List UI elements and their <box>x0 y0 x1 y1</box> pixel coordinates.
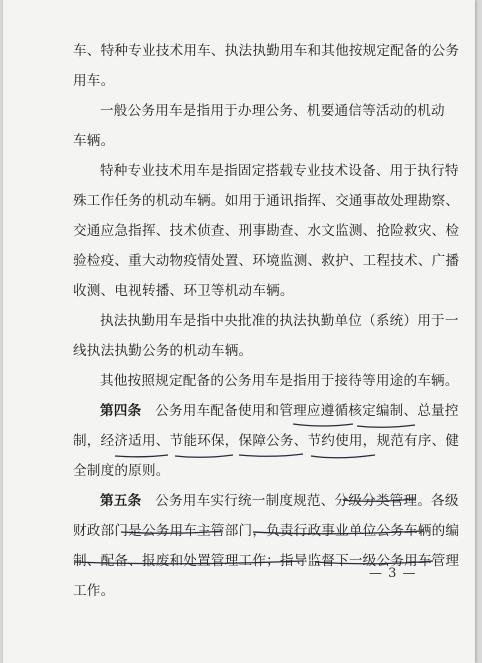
text-line: 其他按照规定配备的公务用车是指用于接待等用途的车辆。 <box>100 373 459 389</box>
text-line: 全制度的原则。 <box>73 463 170 479</box>
text-line: 执法执勤用车是指中央批准的执法执勤单位（系统）用于一 <box>100 313 459 329</box>
text-line: 收测、电视转播、环卫等机动车辆。 <box>73 283 294 299</box>
text-line: 线执法执勤公务的机动车辆。 <box>73 343 253 359</box>
text-segment: 公务用车配备使用和管理应遵循核定编制、总量控 <box>155 403 459 419</box>
text-line: 特种专业技术用车是指固定搭载专业技术设备、用于执行特 <box>100 163 459 179</box>
page-number: — 3 — <box>369 566 417 581</box>
text-line: 车辆。 <box>73 133 115 149</box>
text-line: 制，经济适用、节能环保，保障公务、节约使用，规范有序、健 <box>73 433 460 449</box>
pen-underline-marks <box>3 0 475 663</box>
text-line: 殊工作任务的机动车辆。如用于通讯指挥、交通事故处理勘察、 <box>73 193 460 209</box>
text-segment: 公务用车实行统一制度规范、分级分类管理。各级 <box>155 493 459 509</box>
text-line: 车、特种专业技术用车、执法执勤用车和其他按规定配备的公务 <box>73 43 460 59</box>
text-line: 交通应急指挥、技术侦查、刑事勘查、水文监测、抢险救灾、检 <box>73 223 460 239</box>
text-line: 用车。 <box>73 73 115 89</box>
article-5-heading: 第五条 <box>100 493 142 509</box>
text-line: 制、配备、报废和处置管理工作；指导监督下一级公务用车管理 <box>73 553 460 569</box>
document-page <box>3 0 475 663</box>
text-line: 一般公务用车是指用于办理公务、机要通信等活动的机动 <box>100 103 445 119</box>
article-4-heading: 第四条 <box>100 403 142 419</box>
text-line: 财政部门是公务用车主管部门，负责行政事业单位公务车辆的编 <box>73 523 460 539</box>
text-line: 验检疫、重大动物疫情处置、环境监测、救护、工程技术、广播 <box>73 253 460 269</box>
text-line: 工作。 <box>73 583 115 599</box>
